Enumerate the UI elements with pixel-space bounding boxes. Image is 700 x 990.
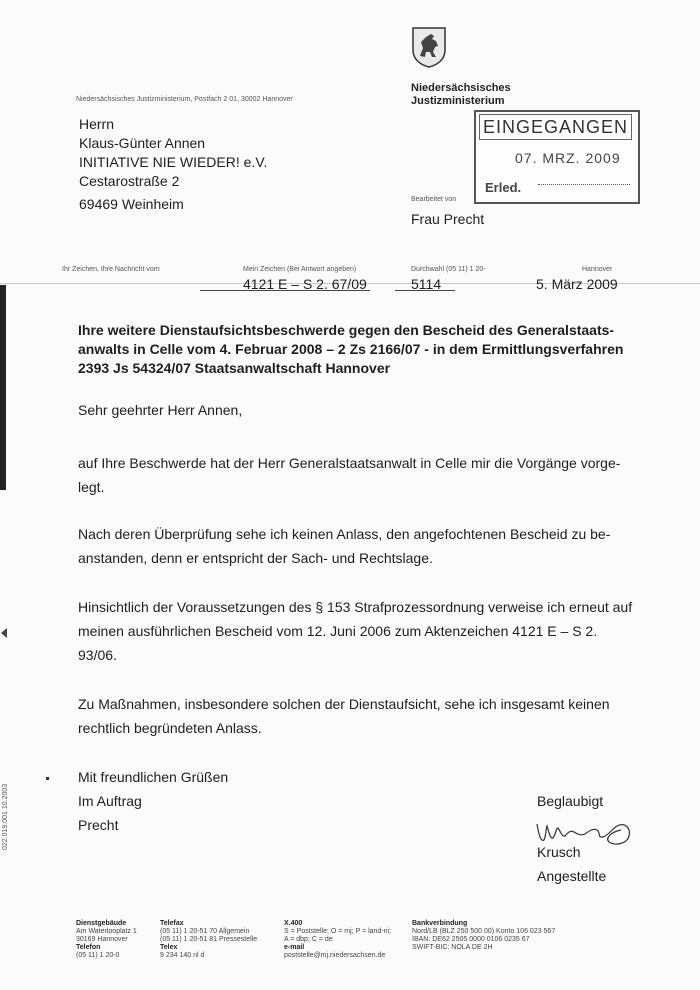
certifier-name: Krusch [537, 844, 581, 860]
recipient-organization: INITIATIVE NIE WIEDER! e.V. [79, 154, 268, 170]
form-code: 022.019.001 10.2003 [2, 783, 9, 850]
closing-greeting: Mit freundlichen Grüßen [78, 769, 229, 785]
recipient-city: 69469 Weinheim [79, 196, 184, 212]
footer-telex-title: Telex [160, 944, 178, 951]
processed-by-label: Bearbeitet von [411, 196, 457, 203]
footer-fax-title: Telefax [160, 920, 184, 927]
recipient-address [79, 115, 267, 191]
recipient-name: Klaus-Günter Annen [79, 135, 206, 151]
fold-mark [46, 777, 49, 780]
subject-line: Ihre weitere Dienstaufsichtsbeschwerde gegen den Bescheid des Generalstaats-anwalts in Celle vom 4. Februar 2008 – 2 Zs 2166/07 - in dem Ermittlungsverfahren 2393 Js 54324/07 Staatsanwaltschaft Hannover [78, 322, 624, 376]
footer-fax-general: (05 11) 1 20-51 70 Allgemein [160, 928, 250, 935]
footer-phone-title: Telefon [76, 944, 101, 951]
recipient-title: Herrn [79, 116, 115, 132]
letter-date: 5. März 2009 [536, 276, 618, 292]
footer-bank-title: Bankverbindung [412, 920, 468, 927]
footer-email[interactable]: poststelle@mj.niedersachsen.de [284, 952, 386, 959]
stamp-date: 07. MRZ. 2009 [515, 150, 621, 166]
recipient-street: Cestarostraße 2 [79, 173, 180, 189]
footer-fax [160, 920, 280, 960]
closing-on-behalf: Im Auftrag [78, 793, 142, 809]
footer-building-street: Am Waterlooplatz 1 [76, 928, 137, 935]
footer-x400 [284, 920, 404, 960]
certifier-role: Angestellte [537, 868, 607, 884]
closing-block [78, 765, 228, 837]
phone-value: 5114 [411, 276, 442, 292]
footer-fax-press: (05 11) 1 20-51 81 Pressestelle [160, 936, 258, 943]
certified-label: Beglaubigt [537, 793, 604, 809]
footer-bank-iban: IBAN: DE62 2505 0000 0106 0235 67 [412, 936, 530, 943]
footer-phone: (05 11) 1 20-0 [76, 952, 120, 959]
footer-bank-account: Nord/LB (BLZ 250 500 00) Konto 106 023 567 [412, 928, 556, 935]
paragraph-2: Nach deren Überprüfung sehe ich keinen Anlass, den angefochtenen Bescheid zu be-anstanden, denn er entspricht der Sach- und Rechtslage. [78, 526, 611, 566]
processed-by-name: Frau Precht [411, 211, 485, 227]
binder-strip [0, 285, 6, 490]
place-label: Hannover [582, 266, 613, 273]
stamp-erled: Erled. [485, 180, 522, 195]
stamp-title: EINGEGANGEN [479, 114, 632, 140]
ministry-line-2: Justizministerium [411, 95, 505, 107]
paragraph-1: auf Ihre Beschwerde hat der Herr Generalstaatsanwalt in Celle mir die Vorgänge vorge-legt. [78, 455, 621, 495]
paragraph-4: Zu Maßnahmen, insbesondere solchen der Dienstaufsicht, sehe ich insgesamt keinen rechtlich begründeten Anlass. [78, 696, 610, 736]
paragraph-3: Hinsichtlich der Voraussetzungen des § 153 Strafprozessordnung verweise ich erneut auf meinen ausführlichen Bescheid vom 12. Juni 2006 zum Aktenzeichen 4121 E – S 2. 93/06. [78, 599, 633, 663]
footer-telex: 9 234 140 nl d [160, 952, 205, 959]
my-ref-label: Mein Zeichen (Bei Antwort angeben) [243, 266, 357, 273]
footer-bank [412, 920, 582, 952]
footer-building-title: Dienstgebäude [76, 920, 127, 927]
salutation: Sehr geehrter Herr Annen, [78, 402, 243, 418]
footer-email-title: e-mail [284, 944, 305, 951]
my-ref-value: 4121 E – S 2. 67/09 [243, 276, 367, 292]
ministry-line-1: Niedersächsisches [411, 82, 511, 94]
footer-x400-line-2: A = dbp; C = de [284, 936, 333, 943]
phone-label: Durchwahl (05 11) 1 20- [411, 266, 486, 273]
footer-bank-swift: SWIFT-BIC: NOLA DE 2H [412, 944, 493, 951]
horse-crest-icon [411, 26, 447, 68]
closing-name: Precht [78, 817, 119, 833]
footer-x400-line-1: S = Poststelle; O = mj; P = land-ni; [284, 928, 392, 935]
footer-building-city: 30169 Hannover [76, 936, 128, 943]
sender-line: Niedersächsisches Justizministerium, Postfach 2 01, 30002 Hannover [76, 96, 293, 103]
punch-mark [1, 628, 7, 638]
footer-building [76, 920, 156, 960]
stamp-dotted-line [538, 184, 630, 185]
footer-x400-title: X.400 [284, 920, 303, 927]
ministry-name [411, 82, 511, 108]
your-ref-label: Ihr Zeichen, Ihre Nachricht vom [62, 266, 160, 273]
